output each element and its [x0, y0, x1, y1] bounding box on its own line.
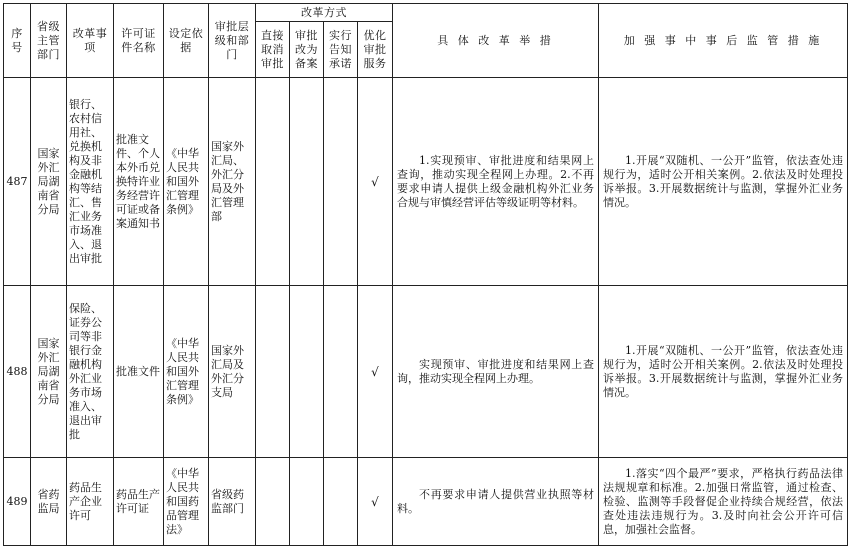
table-row — [4, 78, 848, 286]
header-doc: 许可证件名称 — [114, 4, 164, 78]
header-mode-promise: 实行告知承诺 — [324, 22, 358, 78]
row-record — [290, 286, 324, 458]
row-measures: 实现预审、审批进度和结果网上查询，推动实现全程网上办理。 — [393, 286, 599, 458]
header-mode: 改革方式 — [256, 4, 393, 22]
row-item: 银行、农村信用社、兑换机构及非金融机构等结汇、售汇业务市场准入、退出审批 — [67, 78, 114, 286]
header-basis: 设定依据 — [164, 4, 209, 78]
row-promise — [324, 286, 358, 458]
row-record — [290, 458, 324, 546]
header-supervision: 加 强 事 中 事 后 监 管 措 施 — [599, 4, 848, 78]
row-optimize-check: √ — [358, 458, 393, 546]
row-supervision: 1.开展“双随机、一公开”监管，依法查处违规行为，适时公开相关案例。2.依法及时处理投诉举报。3.开展数据统计与监测，掌握外汇业务情况。 — [599, 286, 848, 458]
reform-table — [3, 3, 848, 546]
header-measures: 具 体 改 革 举 措 — [393, 4, 599, 78]
row-promise — [324, 458, 358, 546]
table-row — [4, 286, 848, 458]
row-seq: 487 — [4, 78, 31, 286]
row-dept: 国家外汇局湖南省分局 — [31, 286, 67, 458]
row-cancel — [256, 458, 290, 546]
header-seq: 序号 — [4, 4, 31, 78]
row-seq: 488 — [4, 286, 31, 458]
row-dept: 省药监局 — [31, 458, 67, 546]
row-basis: 《中华人民共和国药品管理法》 — [164, 458, 209, 546]
header-mode-record: 审批改为备案 — [290, 22, 324, 78]
row-item: 药品生产企业许可 — [67, 458, 114, 546]
row-basis: 《中华人民共和国外汇管理条例》 — [164, 78, 209, 286]
row-measures: 不再要求申请人提供营业执照等材料。 — [393, 458, 599, 546]
row-level: 省级药监部门 — [209, 458, 256, 546]
row-basis: 《中华人民共和国外汇管理条例》 — [164, 286, 209, 458]
row-dept: 国家外汇局湖南省分局 — [31, 78, 67, 286]
row-optimize-check: √ — [358, 286, 393, 458]
table-row — [4, 458, 848, 546]
row-cancel — [256, 78, 290, 286]
row-item: 保险、证券公司等非银行金融机构外汇业务市场准入、退出审批 — [67, 286, 114, 458]
header-mode-optimize: 优化审批服务 — [358, 22, 393, 78]
header-item: 改革事项 — [67, 4, 114, 78]
row-level: 国家外汇局及外汇分支局 — [209, 286, 256, 458]
header-mode-cancel: 直接取消审批 — [256, 22, 290, 78]
row-cancel — [256, 286, 290, 458]
row-doc: 批准文件 — [114, 286, 164, 458]
row-promise — [324, 78, 358, 286]
row-doc: 批准文件、个人本外币兑换特许业务经营许可证或备案通知书 — [114, 78, 164, 286]
row-supervision: 1.开展“双随机、一公开”监管，依法查处违规行为，适时公开相关案例。2.依法及时处理投诉举报。3.开展数据统计与监测，掌握外汇业务情况。 — [599, 78, 848, 286]
row-seq: 489 — [4, 458, 31, 546]
row-measures: 1.实现预审、审批进度和结果网上查询，推动实现全程网上办理。2.不再要求申请人提供上级金融机构外汇业务合规与审慎经营评估等级证明等材料。 — [393, 78, 599, 286]
row-level: 国家外汇局、外汇分局及外汇管理部 — [209, 78, 256, 286]
row-optimize-check: √ — [358, 78, 393, 286]
row-supervision: 1.落实“四个最严”要求，严格执行药品法律法规规章和标准。2.加强日常监管，通过检查、检验、监测等手段督促企业持续合规经营，依法查处违法违规行为。3.及时向社会公开许可信息，加强社会监督。 — [599, 458, 848, 546]
header-dept: 省级主管部门 — [31, 4, 67, 78]
row-record — [290, 78, 324, 286]
row-doc: 药品生产许可证 — [114, 458, 164, 546]
header-level: 审批层级和部门 — [209, 4, 256, 78]
